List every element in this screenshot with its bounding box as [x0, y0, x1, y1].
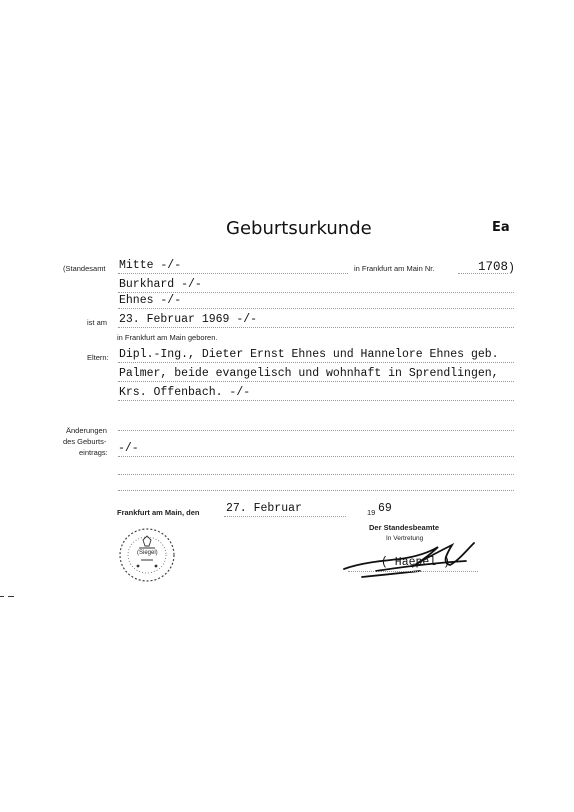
dotted-line [118, 381, 514, 382]
changes-label-2: des Geburts- [63, 437, 107, 446]
registrar-title: Der Standesbeamte [369, 523, 440, 532]
register-number-value: 1708 [478, 260, 509, 274]
dotted-line [118, 430, 514, 431]
official-seal [117, 526, 177, 584]
changes-label-3: eintrags: [79, 448, 108, 457]
deputy-note: In Vertretung [386, 535, 424, 542]
dotted-line [118, 456, 514, 457]
dotted-line [118, 362, 514, 363]
parents-label: Eltern: [87, 353, 109, 362]
issue-year-value: 69 [378, 502, 392, 515]
dotted-line [118, 327, 514, 328]
dotted-line [118, 474, 514, 475]
dotted-line [118, 400, 514, 401]
dotted-line [458, 273, 508, 274]
document-title: Geburtsurkunde [226, 218, 372, 239]
scan-mark [0, 596, 4, 597]
birth-date-label: ist am [87, 318, 108, 327]
signer-name: ( Haepel ) [381, 556, 451, 569]
issue-place-label: Frankfurt am Main, den [117, 508, 200, 517]
register-number-close: ) [508, 262, 515, 275]
standesamt-value: Mitte -/- [119, 259, 182, 272]
parents-line-3: Krs. Offenbach. -/- [119, 386, 251, 399]
scan-mark [8, 596, 14, 597]
birth-date-value: 23. Februar 1969 -/- [119, 313, 258, 326]
last-name-value: Ehnes -/- [119, 294, 182, 307]
dotted-line [348, 571, 478, 572]
issue-day-month: 27. Februar [226, 502, 302, 515]
dotted-line [118, 490, 514, 491]
parents-line-1: Dipl.-Ing., Dieter Ernst Ehnes und Hannelore Ehnes geb. [119, 348, 499, 361]
changes-value: -/- [118, 442, 139, 455]
issue-year-prefix: 19 [367, 508, 376, 517]
dotted-line [118, 273, 348, 274]
parents-line-2: Palmer, beide evangelisch und wohnhaft in Sprendlingen, [119, 367, 499, 380]
dotted-line [118, 292, 514, 293]
seal-text: (Siegel) [137, 550, 158, 556]
register-number-label: in Frankfurt am Main Nr. [354, 264, 435, 273]
standesamt-label: (Standesamt [63, 264, 106, 273]
birth-place-text: in Frankfurt am Main geboren. [117, 333, 218, 342]
first-name-value: Burkhard -/- [119, 278, 202, 291]
dotted-line [224, 516, 346, 517]
changes-label-1: Änderungen [66, 426, 107, 435]
form-code: Ea [492, 220, 510, 235]
dotted-line [118, 308, 514, 309]
